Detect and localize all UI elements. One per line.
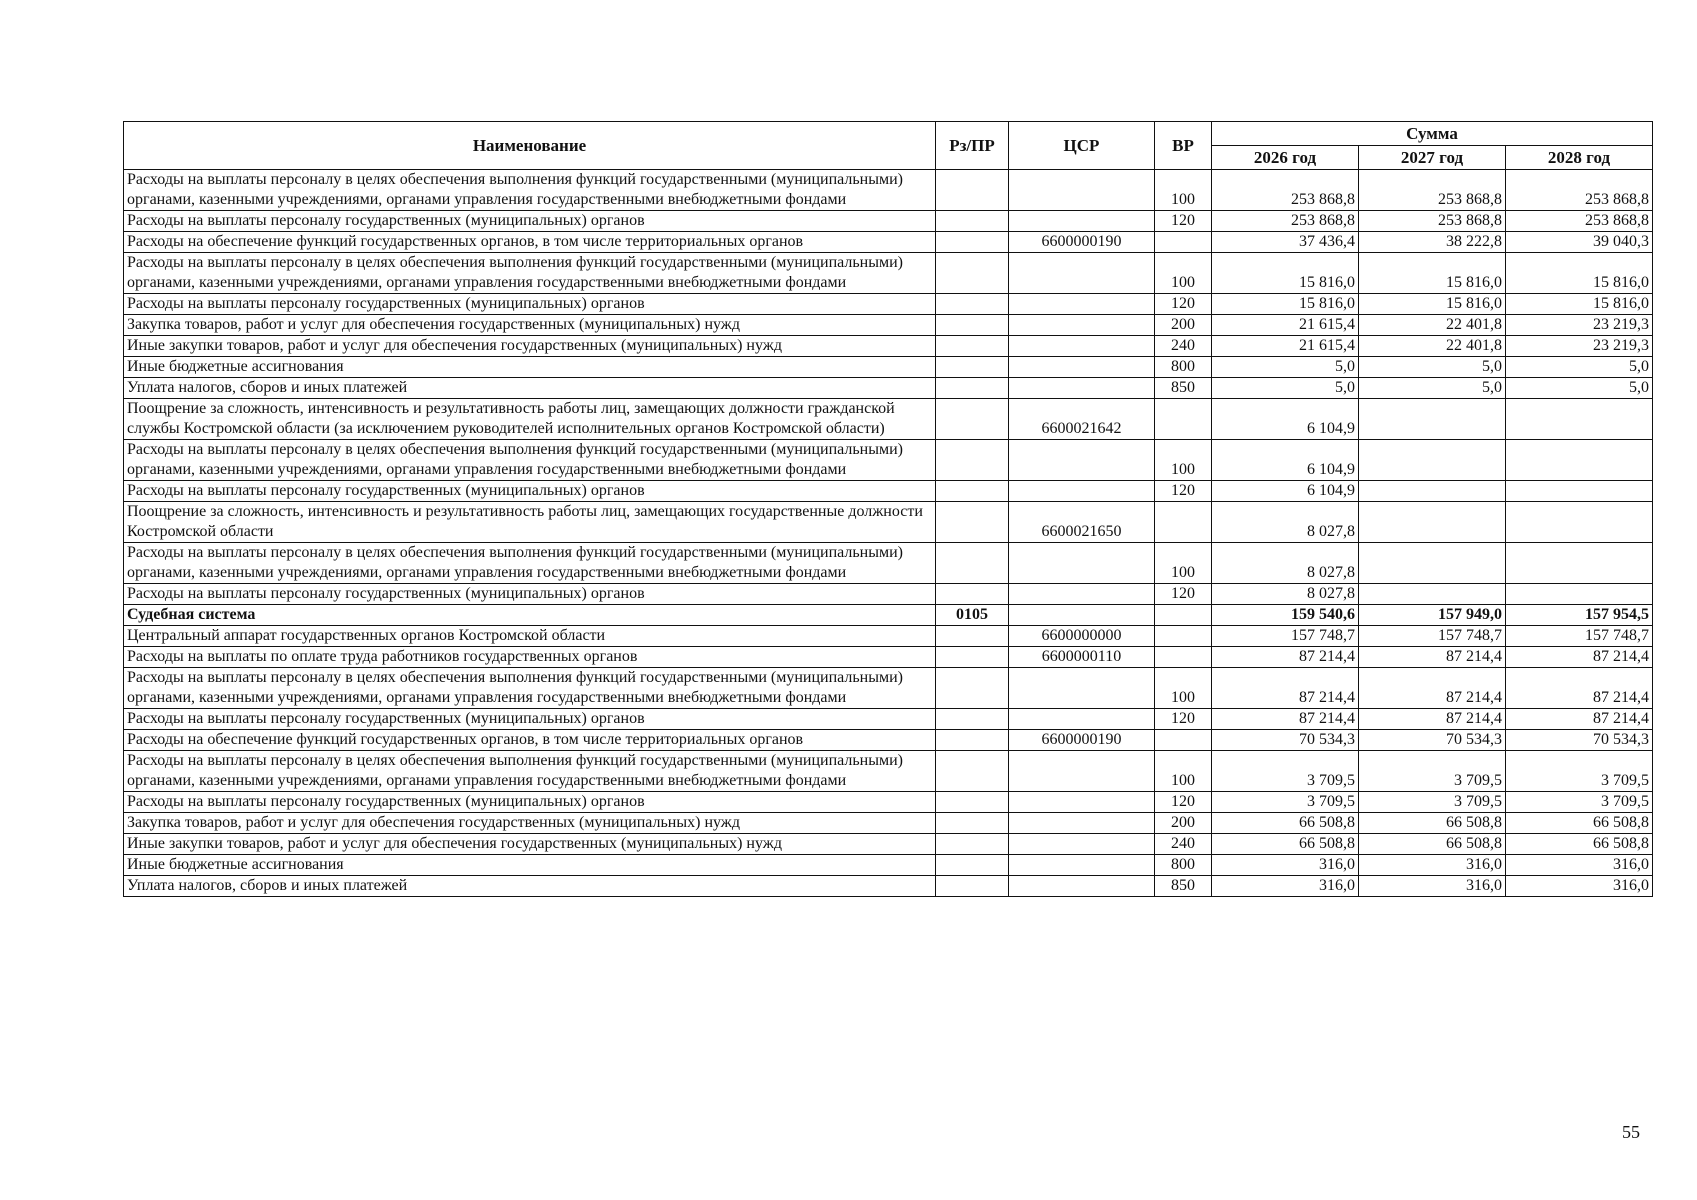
row-rzpr-cell [936, 378, 1009, 399]
header-year-2027: 2027 год [1359, 146, 1506, 170]
row-2026-cell: 5,0 [1212, 378, 1359, 399]
row-2027-cell: 3 709,5 [1359, 792, 1506, 813]
row-vr-cell: 800 [1155, 357, 1212, 378]
table-row [124, 336, 1653, 357]
row-vr-cell: 200 [1155, 315, 1212, 336]
budget-table [123, 121, 1653, 897]
row-csr-cell [1009, 751, 1155, 792]
row-2026-cell: 3 709,5 [1212, 792, 1359, 813]
row-2028-cell: 87 214,4 [1506, 709, 1653, 730]
row-csr-cell: 6600021650 [1009, 502, 1155, 543]
row-2028-cell: 23 219,3 [1506, 336, 1653, 357]
row-name-cell: Иные бюджетные ассигнования [124, 357, 936, 378]
row-vr-cell [1155, 730, 1212, 751]
row-vr-cell: 240 [1155, 834, 1212, 855]
row-2026-cell: 87 214,4 [1212, 668, 1359, 709]
row-2028-cell [1506, 584, 1653, 605]
row-name-cell: Расходы на обеспечение функций государственных органов, в том числе территориальных органов [124, 730, 936, 751]
row-2028-cell: 87 214,4 [1506, 668, 1653, 709]
row-csr-cell [1009, 357, 1155, 378]
row-2027-cell: 87 214,4 [1359, 668, 1506, 709]
row-name-cell: Расходы на выплаты по оплате труда работников государственных органов [124, 647, 936, 668]
row-2027-cell [1359, 502, 1506, 543]
table-row [124, 813, 1653, 834]
row-rzpr-cell [936, 170, 1009, 211]
row-2027-cell: 87 214,4 [1359, 709, 1506, 730]
table-row [124, 855, 1653, 876]
row-vr-cell: 100 [1155, 751, 1212, 792]
row-2028-cell: 316,0 [1506, 855, 1653, 876]
row-rzpr-cell [936, 876, 1009, 897]
row-2027-cell: 22 401,8 [1359, 336, 1506, 357]
header-name: Наименование [124, 122, 936, 170]
row-2028-cell: 70 534,3 [1506, 730, 1653, 751]
row-vr-cell [1155, 626, 1212, 647]
row-csr-cell [1009, 315, 1155, 336]
row-2028-cell: 66 508,8 [1506, 834, 1653, 855]
row-2026-cell: 253 868,8 [1212, 170, 1359, 211]
row-2028-cell [1506, 399, 1653, 440]
row-csr-cell [1009, 543, 1155, 584]
table-row [124, 253, 1653, 294]
row-rzpr-cell [936, 315, 1009, 336]
page-number: 55 [1622, 1122, 1640, 1142]
row-2026-cell: 21 615,4 [1212, 315, 1359, 336]
header-sum: Сумма [1212, 122, 1653, 146]
row-csr-cell [1009, 834, 1155, 855]
row-csr-cell [1009, 294, 1155, 315]
row-2027-cell: 5,0 [1359, 357, 1506, 378]
row-name-cell: Расходы на обеспечение функций государственных органов, в том числе территориальных органов [124, 232, 936, 253]
row-vr-cell: 850 [1155, 378, 1212, 399]
table-body [124, 170, 1653, 897]
table-row [124, 834, 1653, 855]
row-2027-cell: 316,0 [1359, 876, 1506, 897]
row-vr-cell: 120 [1155, 709, 1212, 730]
row-name-cell: Расходы на выплаты персоналу государственных (муниципальных) органов [124, 792, 936, 813]
table-row [124, 647, 1653, 668]
row-name-cell: Поощрение за сложность, интенсивность и результативность работы лиц, замещающих должности гражданской службы Костромской области (за исключением руководителей исполнительных органов Костромской области) [124, 399, 936, 440]
row-vr-cell: 100 [1155, 543, 1212, 584]
row-2027-cell [1359, 584, 1506, 605]
row-2026-cell: 66 508,8 [1212, 834, 1359, 855]
row-rzpr-cell [936, 584, 1009, 605]
row-2027-cell: 3 709,5 [1359, 751, 1506, 792]
table-row [124, 170, 1653, 211]
row-name-cell: Расходы на выплаты персоналу государственных (муниципальных) органов [124, 584, 936, 605]
row-csr-cell [1009, 336, 1155, 357]
row-2026-cell: 5,0 [1212, 357, 1359, 378]
row-vr-cell: 100 [1155, 170, 1212, 211]
row-name-cell: Расходы на выплаты персоналу государственных (муниципальных) органов [124, 709, 936, 730]
row-csr-cell: 6600021642 [1009, 399, 1155, 440]
row-rzpr-cell [936, 751, 1009, 792]
row-name-cell: Поощрение за сложность, интенсивность и результативность работы лиц, замещающих государственные должности Костромской области [124, 502, 936, 543]
row-2026-cell: 8 027,8 [1212, 584, 1359, 605]
table-row [124, 668, 1653, 709]
row-2028-cell [1506, 481, 1653, 502]
row-rzpr-cell [936, 481, 1009, 502]
row-vr-cell: 240 [1155, 336, 1212, 357]
table-row [124, 378, 1653, 399]
row-2027-cell: 70 534,3 [1359, 730, 1506, 751]
row-rzpr-cell [936, 730, 1009, 751]
row-2028-cell: 3 709,5 [1506, 792, 1653, 813]
row-vr-cell [1155, 605, 1212, 626]
table-row [124, 792, 1653, 813]
row-2027-cell [1359, 440, 1506, 481]
budget-document [123, 121, 1652, 897]
row-2027-cell: 87 214,4 [1359, 647, 1506, 668]
row-2026-cell: 6 104,9 [1212, 440, 1359, 481]
table-row [124, 399, 1653, 440]
row-rzpr-cell [936, 834, 1009, 855]
row-name-cell: Судебная система [124, 605, 936, 626]
row-name-cell: Расходы на выплаты персоналу в целях обеспечения выполнения функций государственными (муниципальными) органами, казенными учреждениями, органами управления государственными внебюджетными фондами [124, 440, 936, 481]
row-2026-cell: 157 748,7 [1212, 626, 1359, 647]
row-2028-cell [1506, 440, 1653, 481]
row-rzpr-cell [936, 336, 1009, 357]
row-2027-cell: 316,0 [1359, 855, 1506, 876]
row-2027-cell: 15 816,0 [1359, 294, 1506, 315]
row-2026-cell: 253 868,8 [1212, 211, 1359, 232]
row-csr-cell [1009, 440, 1155, 481]
row-vr-cell: 100 [1155, 668, 1212, 709]
row-rzpr-cell [936, 294, 1009, 315]
table-row [124, 232, 1653, 253]
row-2027-cell: 66 508,8 [1359, 813, 1506, 834]
row-2028-cell: 15 816,0 [1506, 294, 1653, 315]
row-2026-cell: 37 436,4 [1212, 232, 1359, 253]
row-2027-cell [1359, 481, 1506, 502]
row-2026-cell: 316,0 [1212, 876, 1359, 897]
row-2027-cell: 253 868,8 [1359, 170, 1506, 211]
row-2026-cell: 6 104,9 [1212, 399, 1359, 440]
table-row [124, 876, 1653, 897]
row-name-cell: Расходы на выплаты персоналу в целях обеспечения выполнения функций государственными (муниципальными) органами, казенными учреждениями, органами управления государственными внебюджетными фондами [124, 543, 936, 584]
row-2026-cell: 87 214,4 [1212, 647, 1359, 668]
row-csr-cell [1009, 253, 1155, 294]
row-name-cell: Иные закупки товаров, работ и услуг для обеспечения государственных (муниципальных) нужд [124, 336, 936, 357]
table-row [124, 481, 1653, 502]
row-csr-cell [1009, 876, 1155, 897]
row-csr-cell: 6600000000 [1009, 626, 1155, 647]
row-vr-cell: 120 [1155, 792, 1212, 813]
row-name-cell: Расходы на выплаты персоналу государственных (муниципальных) органов [124, 211, 936, 232]
row-rzpr-cell [936, 543, 1009, 584]
row-2027-cell: 253 868,8 [1359, 211, 1506, 232]
row-rzpr-cell [936, 440, 1009, 481]
table-row [124, 294, 1653, 315]
table-row [124, 315, 1653, 336]
row-csr-cell [1009, 170, 1155, 211]
row-rzpr-cell [936, 502, 1009, 543]
row-2026-cell: 70 534,3 [1212, 730, 1359, 751]
table-row [124, 211, 1653, 232]
row-csr-cell [1009, 813, 1155, 834]
row-csr-cell [1009, 211, 1155, 232]
row-2028-cell: 87 214,4 [1506, 647, 1653, 668]
row-2026-cell: 6 104,9 [1212, 481, 1359, 502]
row-2026-cell: 15 816,0 [1212, 294, 1359, 315]
row-name-cell: Иные бюджетные ассигнования [124, 855, 936, 876]
table-row [124, 626, 1653, 647]
row-2028-cell: 15 816,0 [1506, 253, 1653, 294]
row-rzpr-cell [936, 399, 1009, 440]
row-csr-cell [1009, 378, 1155, 399]
row-2028-cell [1506, 502, 1653, 543]
row-2028-cell: 5,0 [1506, 357, 1653, 378]
row-csr-cell [1009, 481, 1155, 502]
table-row [124, 357, 1653, 378]
row-2026-cell: 8 027,8 [1212, 543, 1359, 584]
row-vr-cell [1155, 232, 1212, 253]
row-rzpr-cell [936, 792, 1009, 813]
row-csr-cell [1009, 855, 1155, 876]
header-vr: ВР [1155, 122, 1212, 170]
row-name-cell: Расходы на выплаты персоналу государственных (муниципальных) органов [124, 294, 936, 315]
row-rzpr-cell [936, 668, 1009, 709]
header-rzpr: Рз/ПР [936, 122, 1009, 170]
row-2028-cell: 316,0 [1506, 876, 1653, 897]
row-2028-cell [1506, 543, 1653, 584]
table-row [124, 584, 1653, 605]
table-row [124, 730, 1653, 751]
row-vr-cell: 100 [1155, 440, 1212, 481]
row-vr-cell [1155, 647, 1212, 668]
row-csr-cell [1009, 605, 1155, 626]
row-2028-cell: 23 219,3 [1506, 315, 1653, 336]
row-rzpr-cell [936, 211, 1009, 232]
row-2026-cell: 87 214,4 [1212, 709, 1359, 730]
table-header [124, 122, 1653, 170]
row-vr-cell [1155, 502, 1212, 543]
row-name-cell: Центральный аппарат государственных органов Костромской области [124, 626, 936, 647]
row-2027-cell: 38 222,8 [1359, 232, 1506, 253]
header-csr: ЦСР [1009, 122, 1155, 170]
row-2027-cell: 157 949,0 [1359, 605, 1506, 626]
row-rzpr-cell [936, 813, 1009, 834]
row-name-cell: Уплата налогов, сборов и иных платежей [124, 378, 936, 399]
row-2027-cell: 22 401,8 [1359, 315, 1506, 336]
table-row [124, 605, 1653, 626]
row-name-cell: Расходы на выплаты персоналу государственных (муниципальных) органов [124, 481, 936, 502]
row-csr-cell [1009, 584, 1155, 605]
row-2028-cell: 66 508,8 [1506, 813, 1653, 834]
table-row [124, 543, 1653, 584]
row-2027-cell: 5,0 [1359, 378, 1506, 399]
row-rzpr-cell [936, 709, 1009, 730]
row-vr-cell: 200 [1155, 813, 1212, 834]
row-vr-cell: 120 [1155, 481, 1212, 502]
row-csr-cell: 6600000190 [1009, 232, 1155, 253]
row-csr-cell [1009, 792, 1155, 813]
row-csr-cell [1009, 709, 1155, 730]
row-name-cell: Расходы на выплаты персоналу в целях обеспечения выполнения функций государственными (муниципальными) органами, казенными учреждениями, органами управления государственными внебюджетными фондами [124, 253, 936, 294]
row-2027-cell [1359, 399, 1506, 440]
row-2026-cell: 8 027,8 [1212, 502, 1359, 543]
row-rzpr-cell: 0105 [936, 605, 1009, 626]
row-name-cell: Иные закупки товаров, работ и услуг для обеспечения государственных (муниципальных) нужд [124, 834, 936, 855]
row-rzpr-cell [936, 855, 1009, 876]
row-2027-cell [1359, 543, 1506, 584]
row-2028-cell: 157 954,5 [1506, 605, 1653, 626]
row-2027-cell: 66 508,8 [1359, 834, 1506, 855]
row-rzpr-cell [936, 647, 1009, 668]
row-2026-cell: 15 816,0 [1212, 253, 1359, 294]
header-year-2028: 2028 год [1506, 146, 1653, 170]
table-row [124, 709, 1653, 730]
row-csr-cell: 6600000190 [1009, 730, 1155, 751]
row-vr-cell [1155, 399, 1212, 440]
row-rzpr-cell [936, 232, 1009, 253]
row-vr-cell: 100 [1155, 253, 1212, 294]
row-vr-cell: 120 [1155, 211, 1212, 232]
row-csr-cell: 6600000110 [1009, 647, 1155, 668]
row-vr-cell: 120 [1155, 584, 1212, 605]
row-2028-cell: 253 868,8 [1506, 170, 1653, 211]
row-2028-cell: 5,0 [1506, 378, 1653, 399]
row-name-cell: Закупка товаров, работ и услуг для обеспечения государственных (муниципальных) нужд [124, 813, 936, 834]
row-name-cell: Расходы на выплаты персоналу в целях обеспечения выполнения функций государственными (муниципальными) органами, казенными учреждениями, органами управления государственными внебюджетными фондами [124, 668, 936, 709]
table-row [124, 751, 1653, 792]
row-2027-cell: 157 748,7 [1359, 626, 1506, 647]
row-rzpr-cell [936, 253, 1009, 294]
row-2028-cell: 253 868,8 [1506, 211, 1653, 232]
row-vr-cell: 800 [1155, 855, 1212, 876]
row-vr-cell: 850 [1155, 876, 1212, 897]
table-row [124, 502, 1653, 543]
row-name-cell: Закупка товаров, работ и услуг для обеспечения государственных (муниципальных) нужд [124, 315, 936, 336]
row-rzpr-cell [936, 626, 1009, 647]
row-name-cell: Расходы на выплаты персоналу в целях обеспечения выполнения функций государственными (муниципальными) органами, казенными учреждениями, органами управления государственными внебюджетными фондами [124, 751, 936, 792]
header-year-2026: 2026 год [1212, 146, 1359, 170]
table-row [124, 440, 1653, 481]
row-vr-cell: 120 [1155, 294, 1212, 315]
row-2026-cell: 66 508,8 [1212, 813, 1359, 834]
row-2026-cell: 159 540,6 [1212, 605, 1359, 626]
row-2028-cell: 3 709,5 [1506, 751, 1653, 792]
row-2027-cell: 15 816,0 [1359, 253, 1506, 294]
row-2026-cell: 21 615,4 [1212, 336, 1359, 357]
row-rzpr-cell [936, 357, 1009, 378]
row-2028-cell: 39 040,3 [1506, 232, 1653, 253]
row-2028-cell: 157 748,7 [1506, 626, 1653, 647]
row-2026-cell: 3 709,5 [1212, 751, 1359, 792]
row-2026-cell: 316,0 [1212, 855, 1359, 876]
row-name-cell: Уплата налогов, сборов и иных платежей [124, 876, 936, 897]
row-name-cell: Расходы на выплаты персоналу в целях обеспечения выполнения функций государственными (муниципальными) органами, казенными учреждениями, органами управления государственными внебюджетными фондами [124, 170, 936, 211]
row-csr-cell [1009, 668, 1155, 709]
